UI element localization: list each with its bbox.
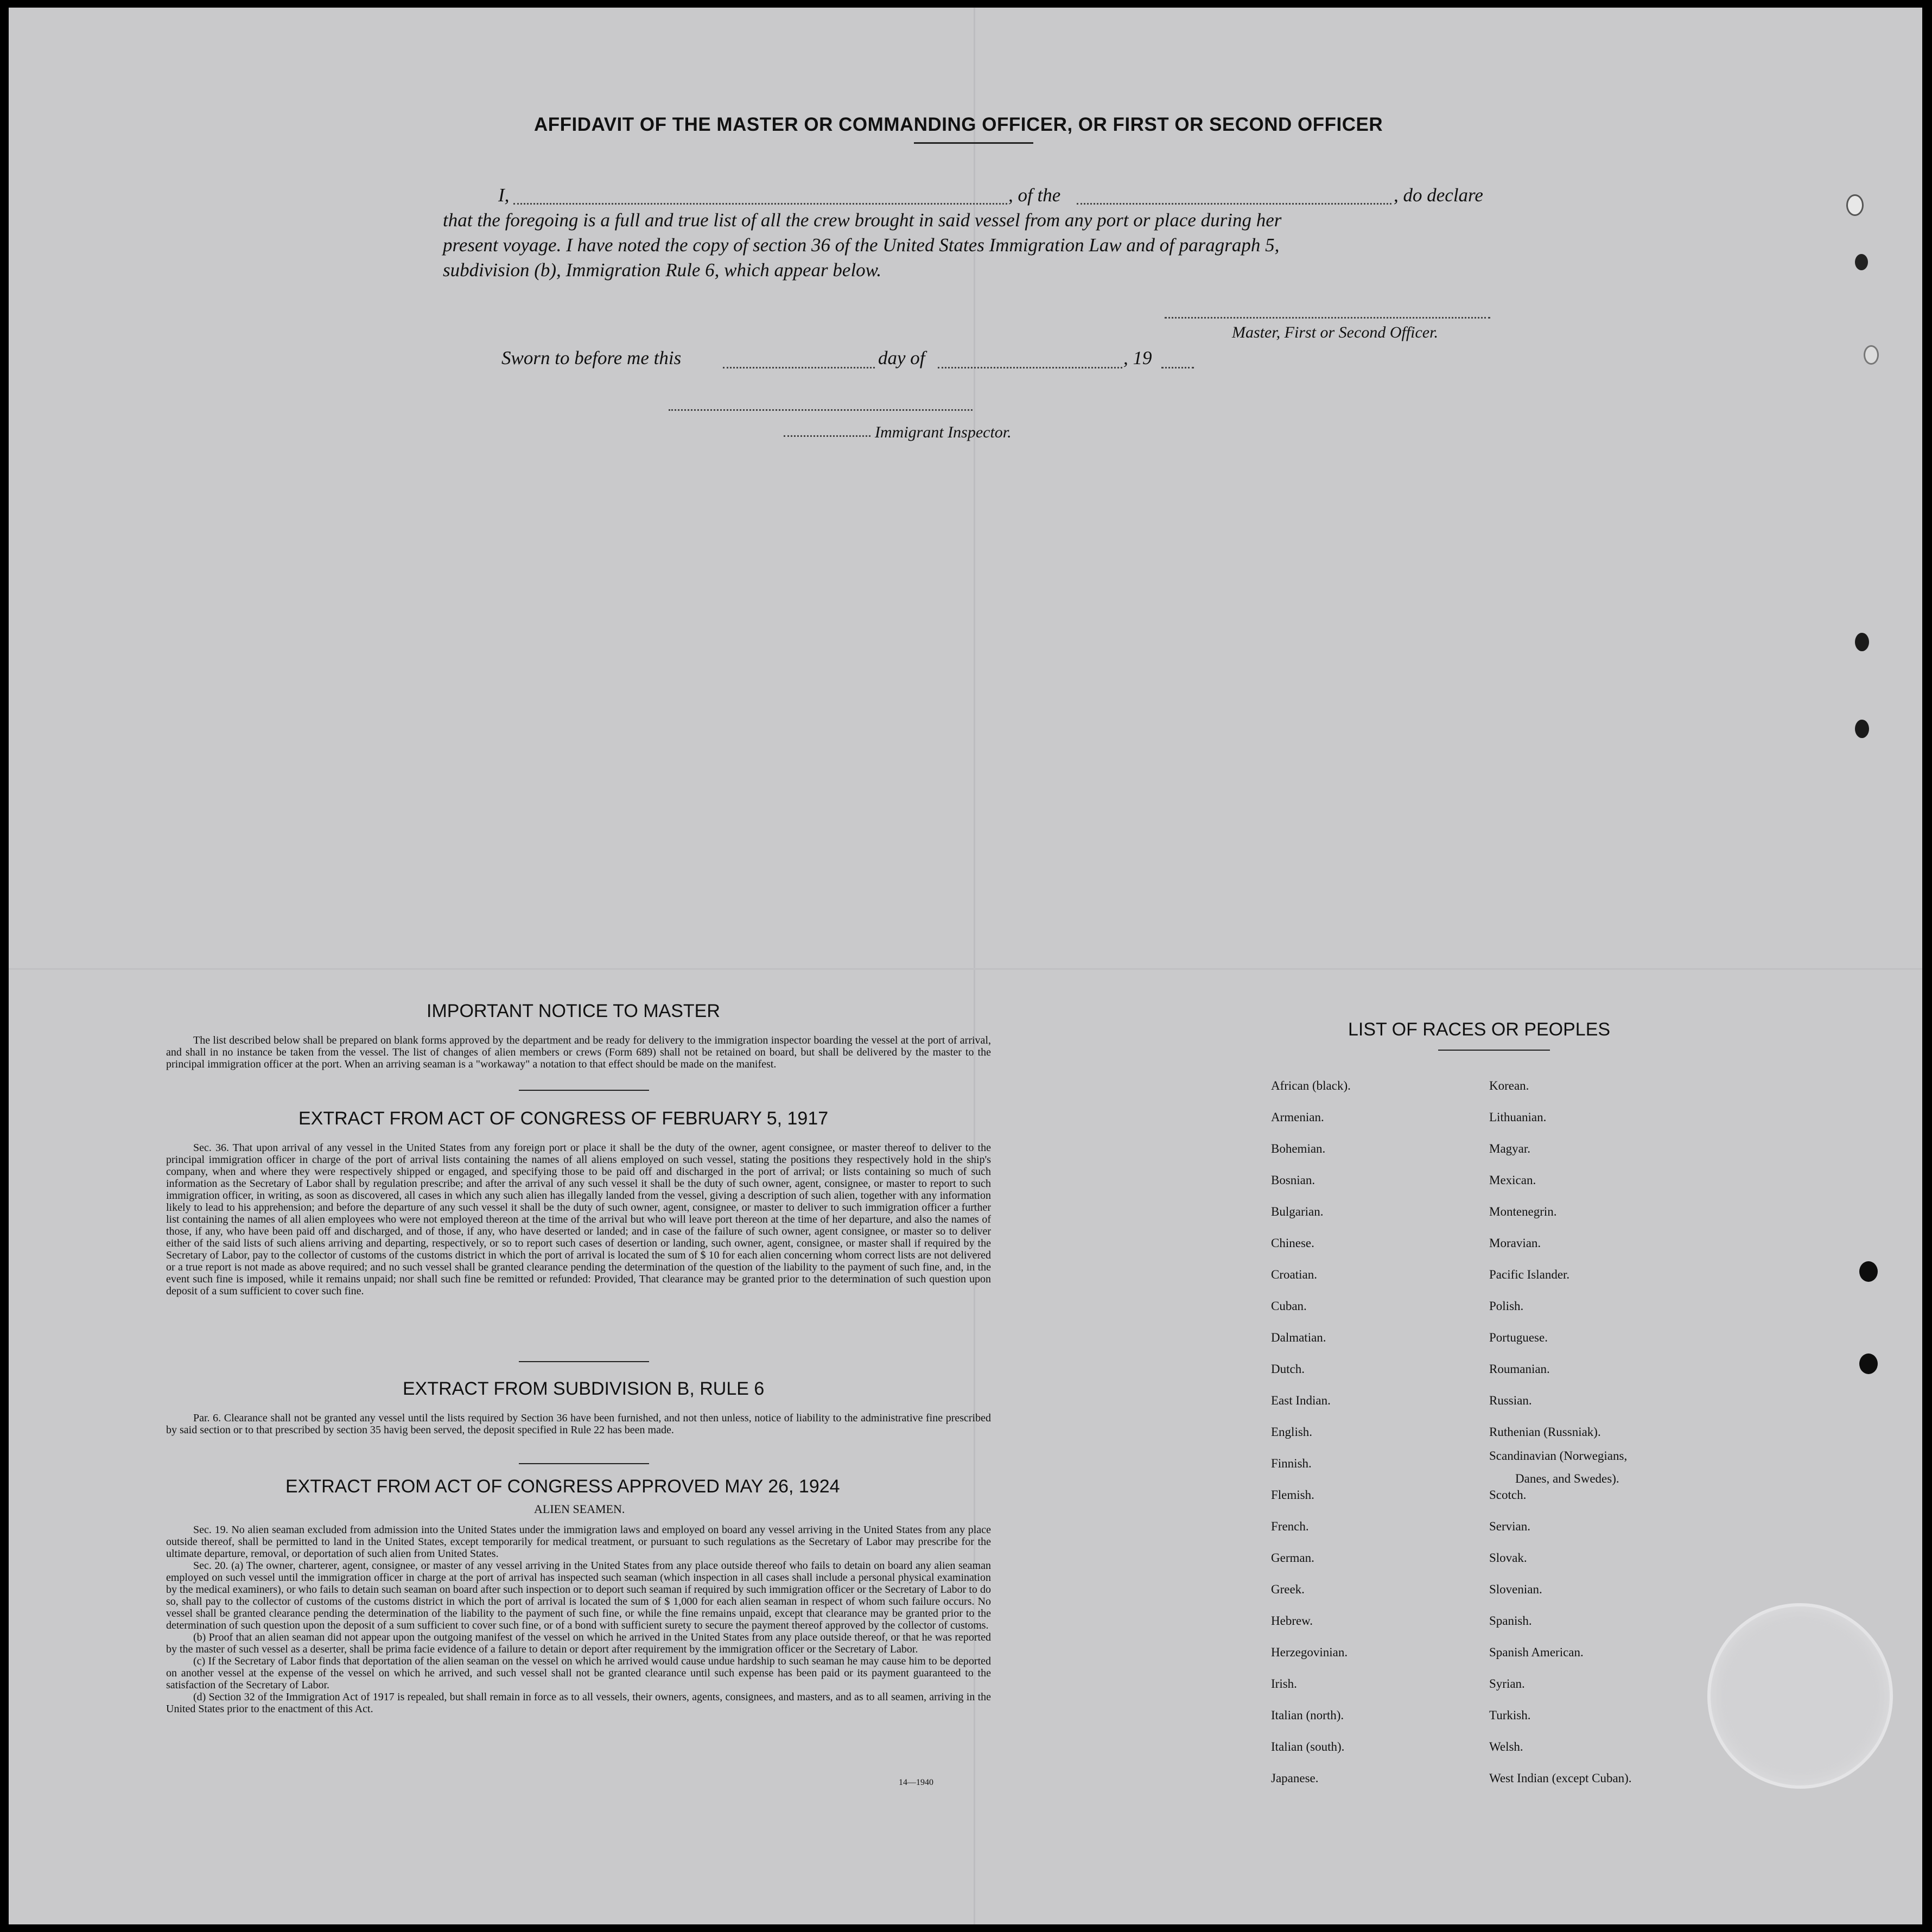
form-number: 14—1940 (899, 1778, 933, 1787)
subdivision-b-paragraph: Par. 6. Clearance shall not be granted any vessel until the lists required by Section 36 have been furnished, and not then unless, notice of liability to the administrative fine prescribed by said section or to that prescribed by section 35 havig been served, the deposit specified in Rule 22 has been made. (166, 1412, 991, 1436)
extract-1924-sec20a: Sec. 20. (a) The owner, charterer, agent, consignee, or master of any vessel arriving in the United States from any place outside thereof who fails to detain on board any alien seaman employed on such vessel until the immigration officer in charge at the port of arrival has inspected such seaman (which inspection in all cases shall include a personal physical examination by the medical examiners), or who fails to detain such seaman on board after such inspection or to deport such seaman if required by such immigration officer or the Secretary of Labor to do so, shall pay to the collector of customs of the customs district in which the port of arrival is located the sum of $ 1,000 for each alien seaman in respect of whom such failure occurs. No vessel shall be granted clearance pending the determination of the liability to the payment of such fine, or while the fine remains unpaid, except that clearance may be granted prior to the determination of such question upon the deposit of a sum sufficient to cover such fine, or of a bond with sufficient surety to secure the payment thereof approved by the collector of customs. (166, 1560, 991, 1631)
race-item: Slovenian. (1489, 1583, 1542, 1596)
race-item: Moravian. (1489, 1236, 1541, 1250)
punch-hole (1859, 1261, 1878, 1282)
race-item: Roumanian. (1489, 1362, 1550, 1376)
race-item: Greek. (1271, 1583, 1305, 1596)
punch-hole (1846, 194, 1864, 216)
affidavit-i: I, (498, 185, 510, 206)
extract-1917-title: EXTRACT FROM ACT OF CONGRESS OF FEBRUARY 5, 1917 (298, 1108, 829, 1129)
race-item: Pacific Islander. (1489, 1268, 1570, 1281)
race-item: Portuguese. (1489, 1331, 1548, 1344)
races-title: LIST OF RACES OR PEOPLES (1348, 1019, 1611, 1040)
sworn-day-field[interactable] (723, 367, 875, 368)
race-item: Russian. (1489, 1394, 1532, 1407)
race-item: Turkish. (1489, 1708, 1531, 1722)
extract-1924-text (166, 1524, 991, 1715)
extract-1917-text (166, 1142, 991, 1297)
race-item: Scandinavian (Norwegians, (1489, 1449, 1628, 1463)
affidavit-line-3: present voyage. I have noted the copy of section 36 of the United States Immigration Law and of paragraph 5, (443, 234, 1280, 256)
race-item: Danes, and Swedes). (1515, 1472, 1619, 1485)
subdivision-b-title: EXTRACT FROM SUBDIVISION B, RULE 6 (403, 1378, 765, 1399)
race-item: Montenegrin. (1489, 1205, 1557, 1218)
race-item: East Indian. (1271, 1394, 1331, 1407)
punch-hole (1855, 720, 1869, 738)
extract-1924-sec19: Sec. 19. No alien seaman excluded from admission into the United States under the immigration laws and employed on board any vessel arriving in the United States from any place outside thereof, shall be permitted to land in the United States, except temporarily for medical treatment, or pursuant to such regulations as the Secretary of Labor may prescribe for the ultimate departure, removal, or deportation of such alien from United States. (166, 1524, 991, 1560)
title-underline (914, 142, 1033, 144)
extract-1917-divider (519, 1361, 649, 1362)
race-item: Dutch. (1271, 1362, 1305, 1376)
extract-1924-title: EXTRACT FROM ACT OF CONGRESS APPROVED MAY 26, 1924 (285, 1476, 840, 1497)
sworn-text: Sworn to before me this (501, 347, 682, 368)
race-item: English. (1271, 1425, 1313, 1439)
race-item: Japanese. (1271, 1771, 1319, 1785)
fold-line-horizontal (9, 968, 1922, 970)
punch-hole (1859, 1353, 1878, 1374)
name-field[interactable] (513, 203, 1007, 205)
subdivision-b-divider (519, 1463, 649, 1464)
race-item: German. (1271, 1551, 1314, 1565)
race-item: Slovak. (1489, 1551, 1527, 1565)
notice-paragraph: The list described below shall be prepared on blank forms approved by the department and be ready for delivery to the immigration inspector boarding the vessel at the port of arrival, and shall in no instance be taken from the vessel. The list of changes of alien members or crews (Form 689) shall not be retained on board, but shall be delivered by the master to the principal immigration officer at the port. When an arriving seaman is a "workaway" a notation to that effect should be made on the manifest. (166, 1034, 991, 1070)
year-text: , 19 (1123, 347, 1152, 368)
master-signature-label: Master, First or Second Officer. (1232, 323, 1438, 341)
notice-title: IMPORTANT NOTICE TO MASTER (427, 1001, 720, 1021)
race-item: Lithuanian. (1489, 1110, 1547, 1124)
race-item: Syrian. (1489, 1677, 1525, 1690)
race-item: Scotch. (1489, 1488, 1527, 1502)
affidavit-of-the: , of the (1008, 185, 1061, 206)
race-item: Irish. (1271, 1677, 1297, 1690)
extract-1924-subtitle: ALIEN SEAMEN. (534, 1502, 625, 1516)
notice-text (166, 1034, 991, 1070)
extract-1917-paragraph: Sec. 36. That upon arrival of any vessel in the United States from any foreign port or place it shall be the duty of the owner, agent consignee, or master thereof to deliver to the principal immigration officer in charge of the port of arrival lists containing the names of all aliens employed on such vessel, stating the positions they respectively hold in the ship's company, when and where they were respectively shipped or engaged, and specifying those to be paid off and discharged in the port of arrival; or lists containing so much of such information as the Secretary of Labor shall by regulation prescribe; and after the arrival of any such vessel it shall be the duty of such owner, agent, consignee, or master to report to such immigration officer, in writing, as soon as discovered, all cases in which any such alien has illegally landed from the vessel, giving a description of such alien, together with any information likely to lead to his apprehension; and before the departure of any such vessel it shall be the duty of such owner, agent, consignee, or master to deliver to such immigration officer a further list containing the names of all alien employees who were not employed thereon at the time of the arrival but who will leave port thereon at the time of her departure, and also the names of those, if any, who have been paid off and discharged, and of those, if any, who have deserted or landed; and in case of the failure of such owner, agent consignee, or master so to deliver either of the said lists of such aliens arriving and departing, respectively, or so to report such cases of desertion or landing, such owner, agent, consignee, or master shall if required by the Secretary of Labor, pay to the collector of customs of the customs district in which the port of arrival is located the sum of $ 10 for each alien concerning whom correct lists are not delivered or a true report is not made as above required; and no such vessel shall be granted clearance pending the determination of the question of the liability to the payment of such fine, and, in the event such fine is imposed, while it remains unpaid; nor shall such fine be remitted or refunded: Provided, That clearance may be granted prior to the determination of such question upon deposit of a sum sufficient to cover such fine. (166, 1142, 991, 1297)
inspector-label: Immigrant Inspector. (875, 423, 1012, 441)
affidavit-title: AFFIDAVIT OF THE MASTER OR COMMANDING OFFICER, OR FIRST OR SECOND OFFICER (534, 114, 1383, 135)
race-item: Welsh. (1489, 1740, 1523, 1753)
race-item: African (black). (1271, 1079, 1351, 1092)
race-item: Bohemian. (1271, 1142, 1326, 1155)
race-item: Spanish American. (1489, 1645, 1584, 1659)
race-item: Dalmatian. (1271, 1331, 1326, 1344)
race-item: Herzegovinian. (1271, 1645, 1348, 1659)
extract-1924-sec20c: (c) If the Secretary of Labor finds that deportation of the alien seaman on the vessel on which he arrived would cause undue hardship to such seaman he may cause him to be deported on another vessel at the expense of the vessel on which he arrived, and such vessel shall not be granted clearance until such expense has been paid or its payment guaranteed to the satisfaction of the Secretary of Labor. (166, 1655, 991, 1691)
race-item: Italian (south). (1271, 1740, 1345, 1753)
day-of-text: day of (878, 347, 925, 368)
subdivision-b-text (166, 1412, 991, 1436)
race-item: Magyar. (1489, 1142, 1531, 1155)
punch-hole (1864, 345, 1879, 365)
extract-1924-sec20d: (d) Section 32 of the Immigration Act of 1917 is repealed, but shall remain in force as to all vessels, their owners, agents, consignees, and masters, and as to all seamen, arriving in the United States prior to the enactment of this Act. (166, 1691, 991, 1715)
race-item: Cuban. (1271, 1299, 1307, 1313)
master-signature-field[interactable] (1165, 317, 1490, 319)
notice-divider (519, 1090, 649, 1091)
race-item: Polish. (1489, 1299, 1524, 1313)
race-item: Bosnian. (1271, 1173, 1315, 1187)
race-item: Flemish. (1271, 1488, 1314, 1502)
race-item: Croatian. (1271, 1268, 1317, 1281)
inspector-dots (784, 435, 870, 437)
race-item: West Indian (except Cuban). (1489, 1771, 1632, 1785)
punch-hole (1855, 633, 1869, 651)
race-item: Korean. (1489, 1079, 1529, 1092)
embossed-seal (1707, 1603, 1893, 1789)
inspector-signature-field[interactable] (669, 409, 973, 411)
race-item: Chinese. (1271, 1236, 1314, 1250)
punch-hole (1855, 254, 1868, 270)
race-item: Italian (north). (1271, 1708, 1344, 1722)
race-item: Bulgarian. (1271, 1205, 1324, 1218)
race-item: Finnish. (1271, 1457, 1312, 1470)
race-item: Mexican. (1489, 1173, 1536, 1187)
document-page (9, 8, 1922, 1924)
races-underline (1438, 1050, 1550, 1051)
race-item: Hebrew. (1271, 1614, 1313, 1628)
extract-1924-sec20b: (b) Proof that an alien seaman did not appear upon the outgoing manifest of the vessel on which he arrived in the United States from any place outside thereof, or that he was reported by the master of such vessel as a deserter, shall be prima facie evidence of a failure to detain or deport after requirement by the immigration officer or the Secretary of Labor. (166, 1631, 991, 1655)
race-item: Servian. (1489, 1520, 1531, 1533)
sworn-month-field[interactable] (938, 367, 1122, 368)
affidavit-do-declare: , do declare (1394, 185, 1483, 206)
race-item: French. (1271, 1520, 1309, 1533)
race-item: Ruthenian (Russniak). (1489, 1425, 1601, 1439)
affidavit-line-2: that the foregoing is a full and true list of all the crew brought in said vessel from any port or place during her (443, 209, 1282, 231)
sworn-year-field[interactable] (1161, 367, 1194, 368)
affidavit-line-4: subdivision (b), Immigration Rule 6, which appear below. (443, 259, 882, 281)
race-item: Armenian. (1271, 1110, 1324, 1124)
race-item: Spanish. (1489, 1614, 1532, 1628)
vessel-field[interactable] (1077, 203, 1391, 205)
